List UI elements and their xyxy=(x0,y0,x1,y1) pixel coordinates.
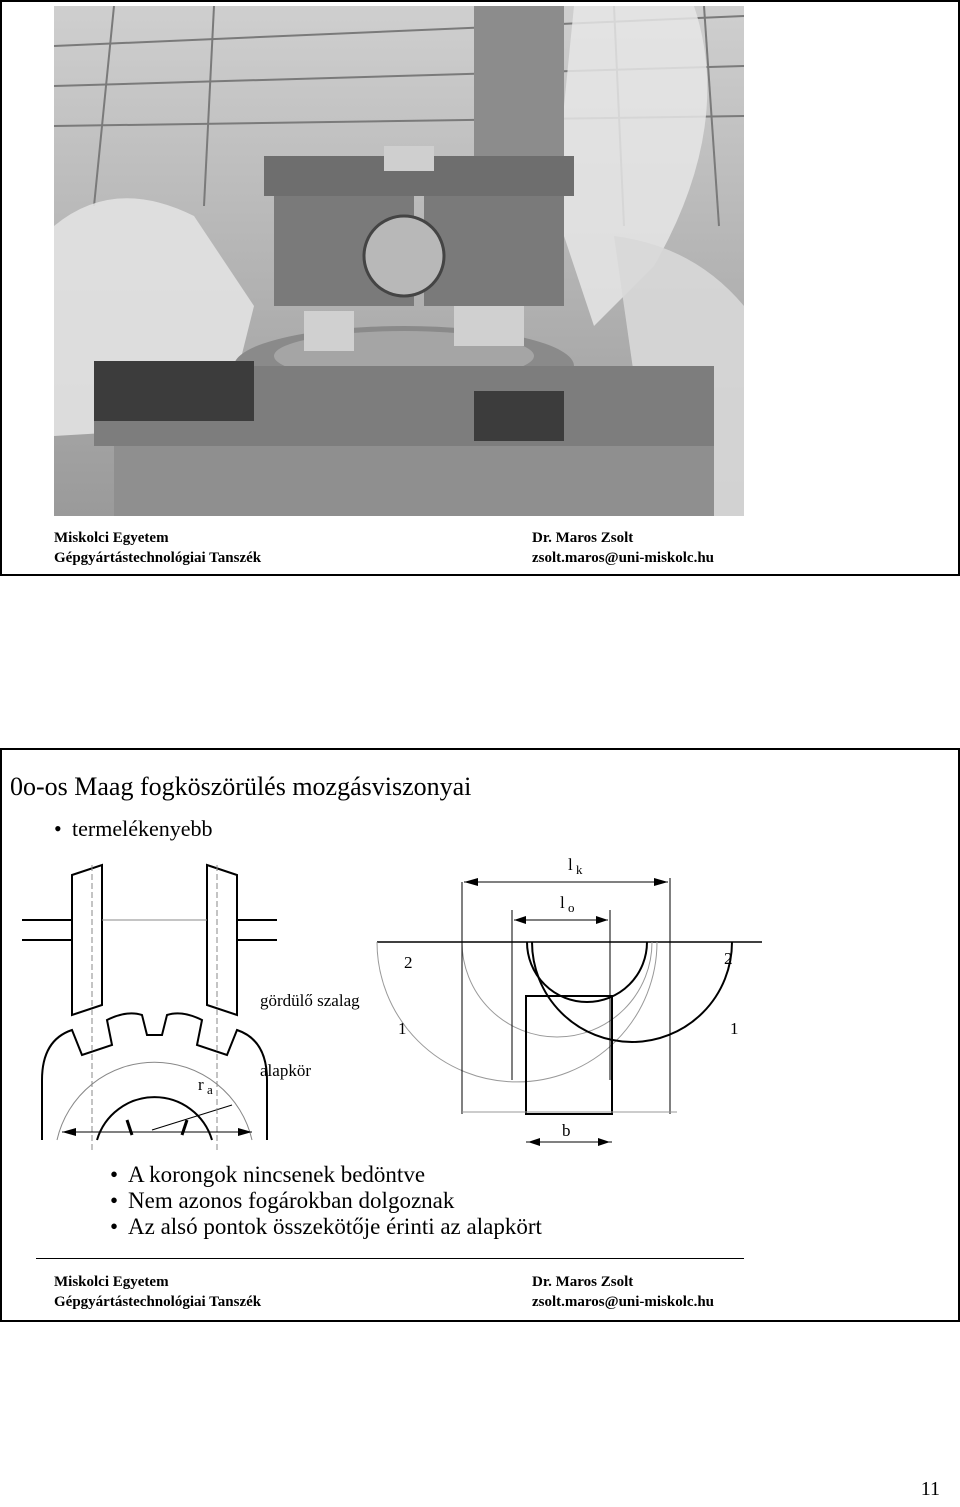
label-rolling-band: gördülő szalag xyxy=(260,991,360,1010)
gear-drawing xyxy=(42,1013,267,1140)
footer-email: zsolt.maros@uni-miskolc.hu xyxy=(532,1294,715,1310)
label-ra: r xyxy=(198,1075,204,1094)
label-1-left: 1 xyxy=(398,1019,407,1038)
footer-divider xyxy=(36,1258,744,1259)
slide-title: 0o-os Maag fogköszörülés mozgásviszonyai xyxy=(10,772,472,801)
bullet-item: • A korongok nincsenek bedöntve xyxy=(110,1162,542,1188)
label-2-right: 2 xyxy=(724,949,733,968)
bullet-item: • termelékenyebb xyxy=(54,816,213,842)
footer-university: Miskolci Egyetem xyxy=(54,530,169,546)
footer-university: Miskolci Egyetem xyxy=(54,1274,169,1290)
label-lk: l xyxy=(568,855,573,874)
bullet-list-top xyxy=(54,816,213,842)
footer-email: zsolt.maros@uni-miskolc.hu xyxy=(532,550,715,566)
label-base-circle: alapkör xyxy=(260,1061,311,1080)
label-ra-sub: a xyxy=(207,1082,213,1097)
label-lk-sub: k xyxy=(576,862,583,877)
label-lo: l xyxy=(560,893,565,912)
bullet-item: • Nem azonos fogárokban dolgoznak xyxy=(110,1188,542,1214)
footer-department: Gépgyártástechnológiai Tanszék xyxy=(54,550,262,566)
label-lo-sub: o xyxy=(568,900,575,915)
footer-author: Dr. Maros Zsolt xyxy=(532,530,634,546)
machine-photo xyxy=(54,6,744,516)
label-b: b xyxy=(562,1121,571,1140)
page-number: 11 xyxy=(920,1478,940,1500)
label-2-left: 2 xyxy=(404,953,413,972)
grinding-diagram xyxy=(2,850,958,1150)
footer-department: Gépgyártástechnológiai Tanszék xyxy=(54,1294,262,1310)
bullet-item: • Az alsó pontok összekötője érinti az alapkört xyxy=(110,1214,542,1240)
slide-diagram xyxy=(0,748,960,1322)
bullet-list-bottom xyxy=(110,1162,542,1240)
wheel-motion-drawing xyxy=(377,878,762,1142)
slide-photo xyxy=(0,0,960,576)
footer-author: Dr. Maros Zsolt xyxy=(532,1274,634,1290)
label-1-right: 1 xyxy=(730,1019,739,1038)
